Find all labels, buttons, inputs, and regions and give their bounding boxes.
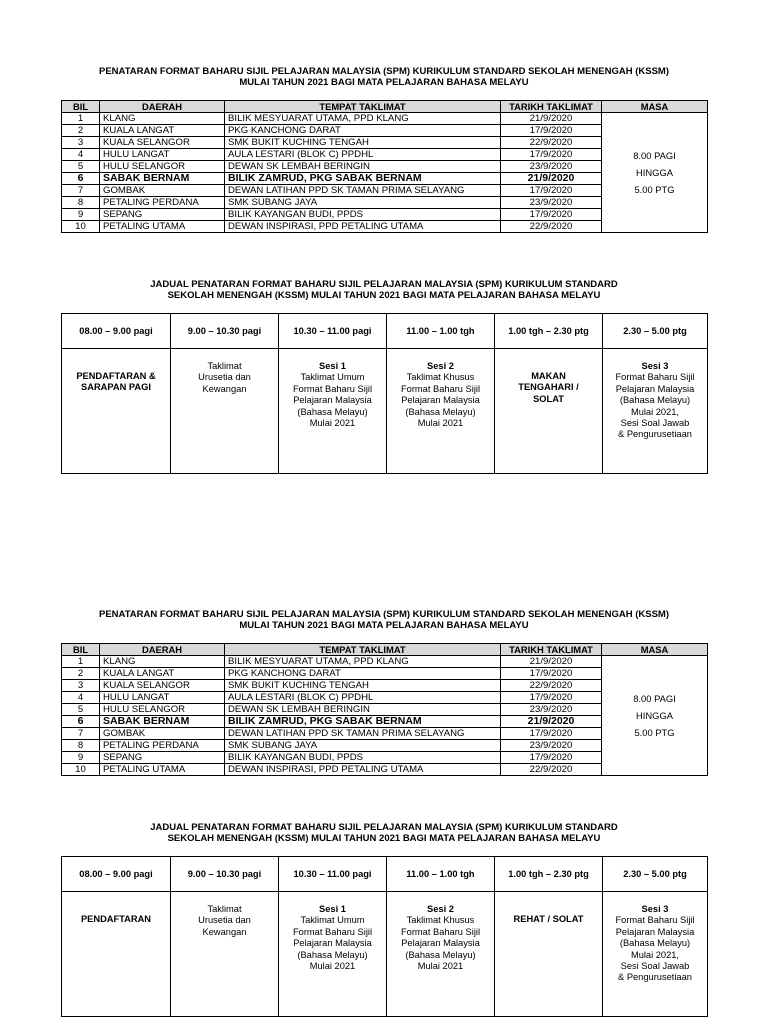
sesi-3-cell: Sesi 3 Format Baharu Sijil Pelajaran Malaysia (Bahasa Melayu) Mulai 2021, Sesi Soal Jawab & Pengurusetiaan: [603, 892, 708, 1017]
col-daerah: DAERAH: [100, 101, 225, 113]
table-row: 10 PETALING UTAMA DEWAN INSPIRASI, PPD PETALING UTAMA 22/9/2020: [62, 764, 708, 776]
table-row: 3 KUALA SELANGOR SMK BUKIT KUCHING TENGAH 22/9/2020: [62, 137, 708, 149]
table-row: 9 SEPANG BILIK KAYANGAN BUDI, PPDS 17/9/2020: [62, 209, 708, 221]
pendaftaran-cell: PENDAFTARAN: [62, 892, 171, 1017]
masa-cell: 8.00 PAGI HINGGA 5.00 PTG: [602, 113, 708, 233]
venue-header-row: BIL DAERAH TEMPAT TAKLIMAT TARIKH TAKLIMAT MASA: [62, 644, 708, 656]
taklimat-urusetia-cell: Taklimat Urusetia dan Kewangan: [171, 892, 279, 1017]
table-row: 4 HULU LANGAT AULA LESTARI (BLOK C) PPDHL 17/9/2020: [62, 149, 708, 161]
schedule-body-row: [62, 349, 708, 474]
table-row: 10 PETALING UTAMA DEWAN INSPIRASI, PPD PETALING UTAMA 22/9/2020: [62, 221, 708, 233]
table-row: 1 KLANG BILIK MESYUARAT UTAMA, PPD KLANG 21/9/2020 8.00 PAGI HINGGA 5.00 PTG: [62, 113, 708, 125]
col-tarikh: TARIKH TAKLIMAT: [501, 101, 602, 113]
sesi-1-cell: Sesi 1 Taklimat Umum Format Baharu Sijil Pelajaran Malaysia (Bahasa Melayu) Mulai 2021: [279, 349, 387, 474]
pendaftaran-cell: PENDAFTARAN & SARAPAN PAGI: [62, 349, 171, 474]
schedule-header-row: 08.00 – 9.00 pagi 9.00 – 10.30 pagi 10.30 – 11.00 pagi 11.00 – 1.00 tgh 1.00 tgh – 2.30 ptg 2.30 – 5.00 ptg: [62, 857, 708, 892]
venue-header-row: [62, 101, 708, 113]
venue-table-2: [61, 643, 708, 776]
table-row: 2 KUALA LANGAT PKG KANCHONG DARAT 17/9/2020: [62, 125, 708, 137]
masa-cell: 8.00 PAGI HINGGA 5.00 PTG: [602, 656, 708, 776]
schedule-header-row: 08.00 – 9.00 pagi 9.00 – 10.30 pagi 10.30 – 11.00 pagi 11.00 – 1.00 tgh 1.00 tgh – 2.30 ptg 2.30 – 5.00 ptg: [62, 314, 708, 349]
venue-title-2: PENATARAN FORMAT BAHARU SIJIL PELAJARAN MALAYSIA (SPM) KURIKULUM STANDARD SEKOLAH MENENGAH (KSSM) MULAI TAHUN 2021 BAGI MATA PELAJARAN BAHASA MELAYU: [99, 609, 669, 631]
table-row: 5 HULU SELANGOR DEWAN SK LEMBAH BERINGIN 23/9/2020: [62, 161, 708, 173]
table-row: 7 GOMBAK DEWAN LATIHAN PPD SK TAMAN PRIMA SELAYANG 17/9/2020: [62, 728, 708, 740]
col-tempat: TEMPAT TAKLIMAT: [225, 101, 501, 113]
table-row: 9 SEPANG BILIK KAYANGAN BUDI, PPDS 17/9/2020: [62, 752, 708, 764]
sesi-1-cell: Sesi 1 Taklimat Umum Format Baharu Sijil Pelajaran Malaysia (Bahasa Melayu) Mulai 2021: [279, 892, 387, 1017]
table-row: 5 HULU SELANGOR DEWAN SK LEMBAH BERINGIN 23/9/2020: [62, 704, 708, 716]
taklimat-urusetia-cell: Taklimat Urusetia dan Kewangan: [171, 349, 279, 474]
sesi-2-cell: Sesi 2 Taklimat Khusus Format Baharu Sijil Pelajaran Malaysia (Bahasa Melayu) Mulai 2021: [387, 349, 495, 474]
sesi-3-cell: Sesi 3 Format Baharu Sijil Pelajaran Malaysia (Bahasa Melayu) Mulai 2021, Sesi Soal Jawab & Pengurusetiaan: [603, 349, 708, 474]
table-row: 1 KLANG BILIK MESYUARAT UTAMA, PPD KLANG 21/9/2020 8.00 PAGI HINGGA 5.00 PTG: [62, 656, 708, 668]
sesi-2-cell: Sesi 2 Taklimat Khusus Format Baharu Sijil Pelajaran Malaysia (Bahasa Melayu) Mulai 2021: [387, 892, 495, 1017]
table-row: 7 GOMBAK DEWAN LATIHAN PPD SK TAMAN PRIMA SELAYANG 17/9/2020: [62, 185, 708, 197]
makan-cell: MAKAN TENGAHARI / SOLAT: [495, 349, 603, 474]
schedule-body-row: [62, 892, 708, 1017]
schedule-title-2: JADUAL PENATARAN FORMAT BAHARU SIJIL PELAJARAN MALAYSIA (SPM) KURIKULUM STANDARD SEKOLAH MENENGAH (KSSM) MULAI TAHUN 2021 BAGI MATA PELAJARAN BAHASA MELAYU: [150, 822, 618, 844]
col-bil: BIL: [62, 101, 100, 113]
schedule-table-2: [61, 856, 708, 1017]
table-row: 8 PETALING PERDANA SMK SUBANG JAYA 23/9/2020: [62, 740, 708, 752]
schedule-table-1: [61, 313, 708, 474]
table-row: 3 KUALA SELANGOR SMK BUKIT KUCHING TENGAH 22/9/2020: [62, 680, 708, 692]
table-row: 6 SABAK BERNAM BILIK ZAMRUD, PKG SABAK BERNAM 21/9/2020: [62, 173, 708, 185]
table-row: 2 KUALA LANGAT PKG KANCHONG DARAT 17/9/2020: [62, 668, 708, 680]
schedule-title-1: JADUAL PENATARAN FORMAT BAHARU SIJIL PELAJARAN MALAYSIA (SPM) KURIKULUM STANDARD SEKOLAH MENENGAH (KSSM) MULAI TAHUN 2021 BAGI MATA PELAJARAN BAHASA MELAYU: [150, 279, 618, 301]
table-row: 4 HULU LANGAT AULA LESTARI (BLOK C) PPDHL 17/9/2020: [62, 692, 708, 704]
venue-title-1: PENATARAN FORMAT BAHARU SIJIL PELAJARAN MALAYSIA (SPM) KURIKULUM STANDARD SEKOLAH MENENGAH (KSSM) MULAI TAHUN 2021 BAGI MATA PELAJARAN BAHASA MELAYU: [99, 66, 669, 88]
table-row: 6 SABAK BERNAM BILIK ZAMRUD, PKG SABAK BERNAM 21/9/2020: [62, 716, 708, 728]
rehat-cell: REHAT / SOLAT: [495, 892, 603, 1017]
table-row: 8 PETALING PERDANA SMK SUBANG JAYA 23/9/2020: [62, 197, 708, 209]
col-masa: MASA: [602, 101, 708, 113]
venue-table-1: [61, 100, 708, 233]
